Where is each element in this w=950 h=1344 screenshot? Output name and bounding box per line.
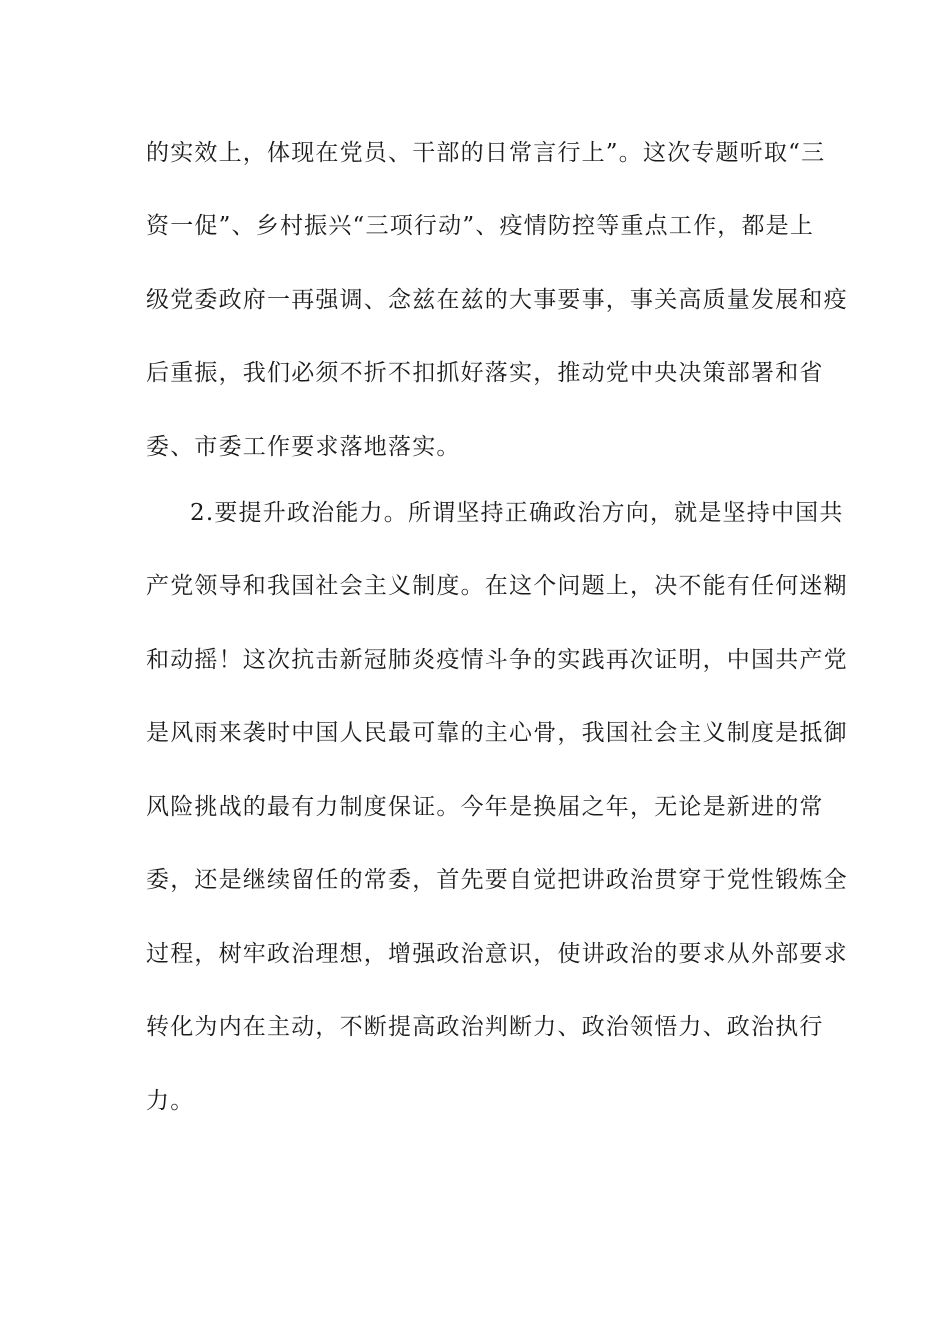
text-line: 风险挑战的最有力制度保证。今年是换届之年，无论是新进的常 (146, 794, 824, 820)
text-line: 转化为内在主动，不断提高政治判断力、政治领悟力、政治执行 (146, 1014, 824, 1040)
text-line: 产党领导和我国社会主义制度。在这个问题上，决不能有任何迷糊 (146, 573, 848, 599)
text-line: 的实效上，体现在党员、干部的日常言行上”。这次专题听取“三 (146, 140, 826, 166)
text-line: 委，还是继续留任的常委，首先要自觉把讲政治贯穿于党性锻炼全 (146, 867, 848, 893)
text-line: 是风雨来袭时中国人民最可靠的主心骨，我国社会主义制度是抵御 (146, 720, 848, 746)
text-line: 过程，树牢政治理想，增强政治意识，使讲政治的要求从外部要求 (146, 941, 848, 967)
text-line: 级党委政府一再强调、念兹在兹的大事要事，事关高质量发展和疫 (146, 287, 848, 313)
text-line: 力。 (146, 1088, 195, 1114)
text-line: 资一促”、乡村振兴“三项行动”、疫情防控等重点工作，都是上 (146, 213, 815, 239)
text-line: 和动摇！这次抗击新冠肺炎疫情斗争的实践再次证明，中国共产党 (146, 647, 848, 673)
paragraph-first-line: 2.要提升政治能力。所谓坚持正确政治方向，就是坚持中国共 (190, 500, 844, 526)
text-line: 后重振，我们必须不折不扣抓好落实，推动党中央决策部署和省 (146, 360, 824, 386)
text-line: 委、市委工作要求落地落实。 (146, 434, 461, 460)
